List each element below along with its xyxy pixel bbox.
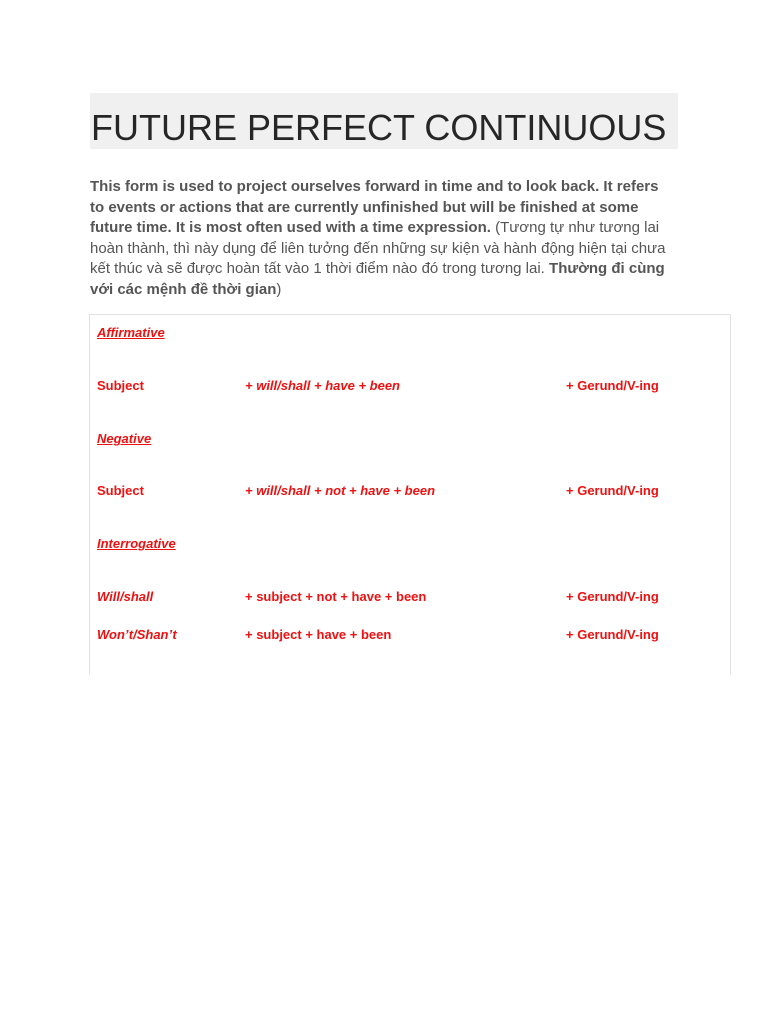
negative-gerund: + Gerund/V-ing — [566, 483, 659, 498]
negative-heading: Negative — [97, 431, 152, 446]
intro-vietnamese-bold-text: Thường đi cùng với các mệnh đề thời gian — [90, 260, 665, 298]
intro-close-paren: ) — [276, 280, 282, 298]
negative-subject: Subject — [97, 483, 144, 498]
negative-auxiliary: + will/shall + not + have + been — [245, 483, 436, 498]
affirmative-gerund: + Gerund/V-ing — [566, 378, 659, 393]
interrogative-row1-auxiliary: Will/shall — [97, 589, 154, 604]
interrogative-row1-structure: + subject + not + have + been — [245, 589, 427, 604]
page-title: FUTURE PERFECT CONTINUOUS — [91, 107, 667, 148]
affirmative-subject: Subject — [97, 378, 144, 393]
interrogative-row2-structure: + subject + have + been — [245, 627, 392, 642]
interrogative-row2-auxiliary: Won’t/Shan’t — [97, 627, 177, 642]
interrogative-heading: Interrogative — [97, 536, 176, 551]
intro-english-text: This form is used to project ourselves forward in time and to look back. It refers to events or actions that are currently unfinished but will be finished at some future time. It is most often used with a time expression. — [90, 178, 659, 237]
affirmative-auxiliary: + will/shall + have + been — [245, 378, 400, 393]
interrogative-row2-gerund: + Gerund/V-ing — [566, 627, 659, 642]
intro-paragraph — [90, 177, 674, 301]
interrogative-row1-gerund: + Gerund/V-ing — [566, 589, 659, 604]
affirmative-heading: Affirmative — [97, 325, 165, 340]
intro-vietnamese-text: (Tương tự như tương lai hoàn thành, thì này dụng để liên tưởng đến những sự kiện và hành động hiện tại chưa kết thúc và sẽ được hoàn tất vào 1 thời điểm nào đó trong tương lai. — [90, 219, 666, 278]
